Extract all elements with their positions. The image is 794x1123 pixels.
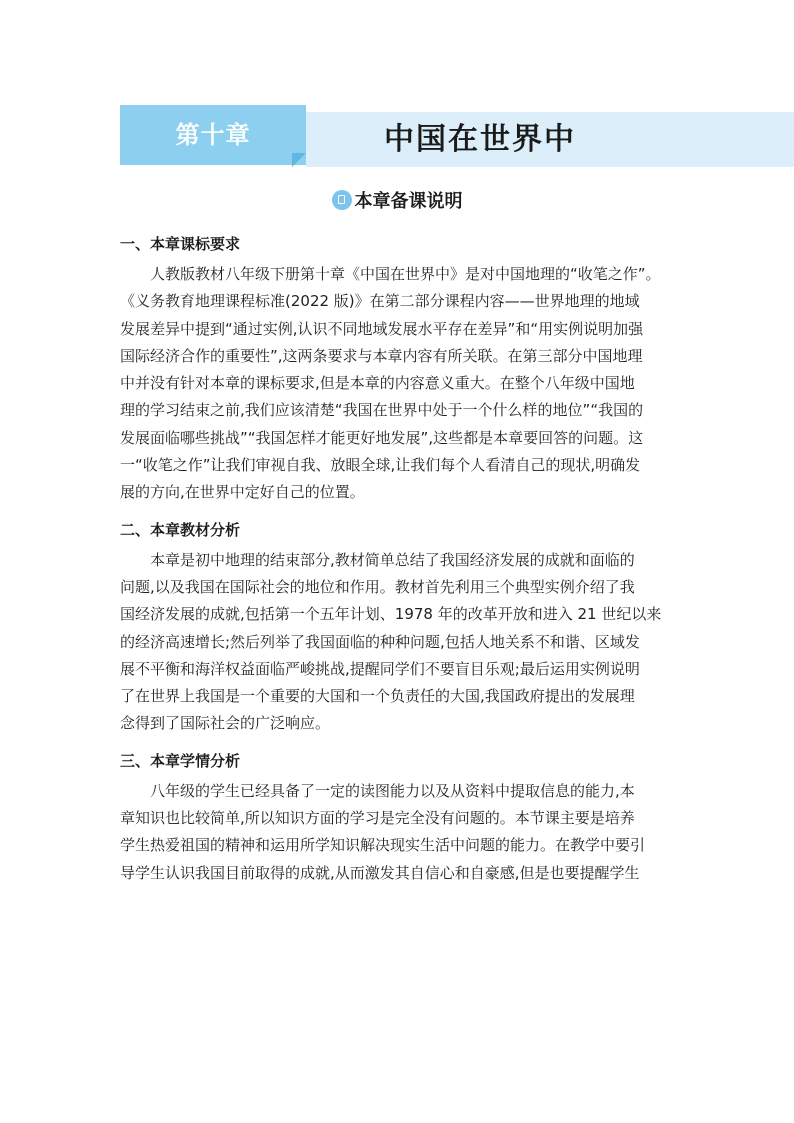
section-heading: 二、本章教材分析 <box>120 520 241 539</box>
intro-heading <box>332 187 463 213</box>
chapter-banner <box>120 105 794 167</box>
paragraph-line: 人教版教材八年级下册第十章《中国在世界中》是对中国地理的“收笔之作”。 <box>150 265 661 283</box>
paragraph-line: 导学生认识我国目前取得的成就,从而激发其自信心和自豪感,但是也要提醒学生 <box>120 863 640 882</box>
paragraph-line: 发展差异中提到“通过实例,认识不同地域发展水平存在差异”和“用实例说明加强 <box>120 319 644 338</box>
paragraph-line: 《义务教育地理课程标准(2022 版)》在第二部分课程内容——世界地理的地域 <box>120 292 640 311</box>
paragraph-line: 国经济发展的成就,包括第一个五年计划、1978 年的改革开放和进入 21 世纪以来 <box>120 605 662 624</box>
chapter-label: 第十章 <box>175 121 251 149</box>
paragraph-line: 章知识也比较简单,所以知识方面的学习是完全没有问题的。本节课主要是培养 <box>120 809 635 828</box>
paragraph-line: 的经济高速增长;然后列举了我国面临的种种问题,包括人地关系不和谐、区域发 <box>120 632 640 651</box>
paragraph-line: 展的方向,在世界中定好自己的位置。 <box>120 483 365 502</box>
paragraph-line: 中并没有针对本章的课标要求,但是本章的内容意义重大。在整个八年级中国地 <box>120 374 635 393</box>
paragraph-line: 发展面临哪些挑战”“我国怎样才能更好地发展”,这些都是本章要回答的问题。这 <box>120 428 644 447</box>
intro-heading-row <box>0 187 794 214</box>
section-student-analysis <box>120 748 680 887</box>
section-heading: 一、本章课标要求 <box>120 235 241 253</box>
paragraph-line: 了在世界上我国是一个重要的大国和一个负责任的大国,我国政府提出的发展理 <box>120 687 635 706</box>
paragraph-line: 理的学习结束之前,我们应该清楚“我国在世界中处于一个什么样的地位”“我国的 <box>120 401 644 420</box>
paragraph-line: 国际经济合作的重要性”,这两条要求与本章内容有所关联。在第三部分中国地理 <box>120 346 643 365</box>
section-paragraph <box>120 778 680 887</box>
note-badge-icon <box>332 190 352 210</box>
paragraph-line: 问题,以及我国在国际社会的地位和作用。教材首先利用三个典型实例介绍了我 <box>120 577 635 596</box>
chapter-title: 中国在世界中 <box>384 122 576 157</box>
paragraph-line: 本章是初中地理的结束部分,教材简单总结了我国经济发展的成就和面临的 <box>150 550 635 569</box>
intro-heading-text: 本章备课说明 <box>354 191 463 212</box>
paragraph-line: 展不平衡和海洋权益面临严峻挑战,提醒同学们不要盲目乐观;最后运用实例说明 <box>120 659 640 678</box>
document-body <box>120 231 680 887</box>
section-paragraph <box>120 261 680 507</box>
paragraph-line: 一“收笔之作”让我们审视自我、放眼全球,让我们每个人看清自己的现状,明确发 <box>120 456 641 475</box>
paragraph-line: 八年级的学生已经具备了一定的读图能力以及从资料中提取信息的能力,本 <box>150 781 635 800</box>
section-textbook-analysis <box>120 517 680 738</box>
section-standards <box>120 231 680 507</box>
paragraph-line: 学生热爱祖国的精神和运用所学知识解决现实生活中问题的能力。在教学中要引 <box>120 836 646 855</box>
section-paragraph <box>120 547 680 738</box>
paragraph-line: 念得到了国际社会的广泛响应。 <box>120 714 331 733</box>
section-heading: 三、本章学情分析 <box>120 751 241 770</box>
